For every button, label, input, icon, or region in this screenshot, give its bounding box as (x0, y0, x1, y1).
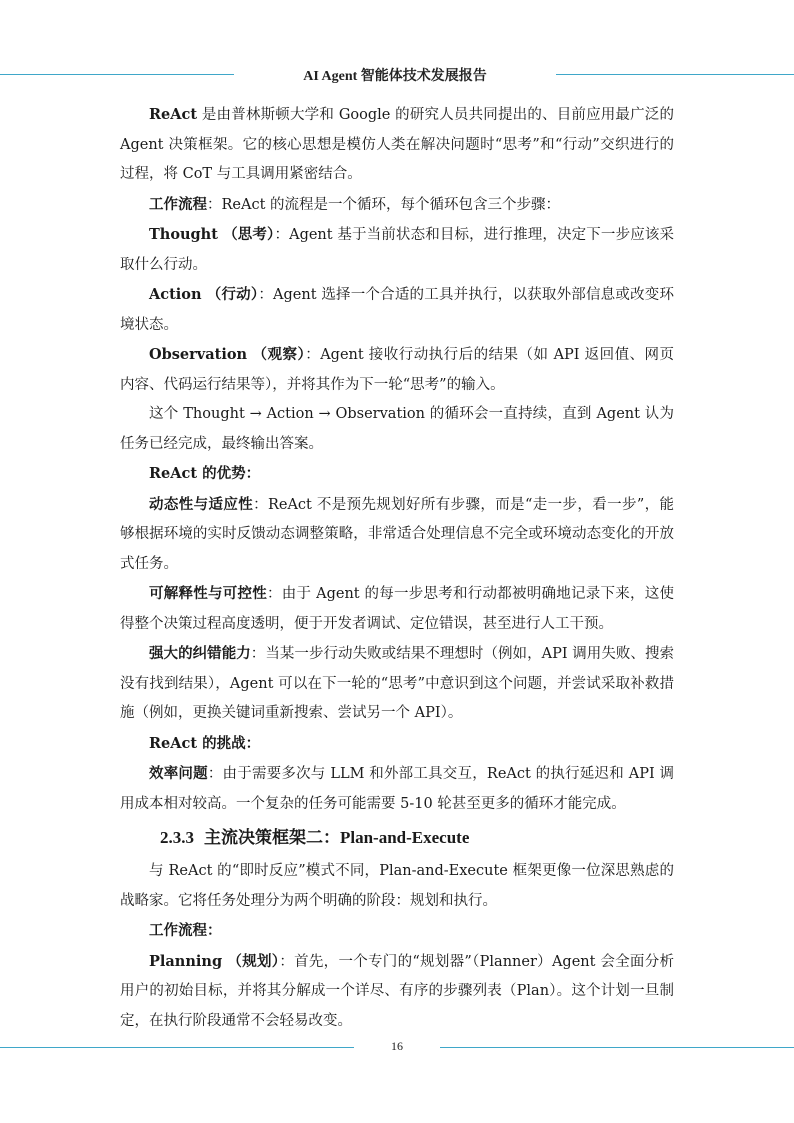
paragraph: Planning （规划）：首先，一个专门的“规划器”（Planner）Agent 会全面分析用户的初始目标，并将其分解成一个详尽、有序的步骤列表（Plan）。这个计划一旦制定，在执行阶段通常不会轻易改变。 (120, 952, 674, 1029)
footer-rule-right (440, 1047, 794, 1048)
section-title: 主流决策框架二：Plan-and-Execute (204, 828, 470, 847)
paragraph: 强大的纠错能力：当某一步行动失败或结果不理想时（例如，API 调用失败、搜索没有找到结果），Agent 可以在下一轮的“思考”中意识到这个问题，并尝试采取补救措施（例如，更换关键词重新搜索、尝试另一个 API）。 (120, 645, 675, 721)
running-header: AI Agent 智能体技术发展报告 (303, 69, 487, 84)
page-body (120, 100, 674, 1036)
paragraph: 动态性与适应性：ReAct 不是预先规划好所有步骤，而是“走一步，看一步”，能够根据环境的实时反馈动态调整策略，非常适合处理信息不完全或环境动态变化的开放式任务。 (120, 495, 674, 572)
section-heading (120, 819, 674, 857)
footer-rule-left (0, 1047, 354, 1048)
header-rule-left (0, 74, 234, 75)
paragraph: 工作流程：ReAct 的流程是一个循环，每个循环包含三个步骤： (149, 195, 561, 213)
paragraph: 这个 Thought → Action → Observation 的循环会一直持续，直到 Agent 认为任务已经完成，最终输出答案。 (120, 406, 674, 452)
page-number: 16 (391, 1039, 403, 1053)
paragraph: ReAct 是由普林斯顿大学和 Google 的研究人员共同提出的、目前应用最广泛的 Agent 决策框架。它的核心思想是模仿人类在解决问题时“思考”和“行动”交织进行的过程，将 CoT 与工具调用紧密结合。 (120, 106, 674, 182)
section-number: 2.3.3 (160, 828, 194, 847)
paragraph: Observation （观察）：Agent 接收行动执行后的结果（如 API 返回值、网页内容、代码运行结果等），并将其作为下一轮“思考”的输入。 (120, 346, 674, 393)
header-rule-right (556, 74, 794, 75)
paragraph: 可解释性与可控性：由于 Agent 的每一步思考和行动都被明确地记录下来，这使得整个决策过程高度透明，便于开发者调试、定位错误，甚至进行人工干预。 (120, 585, 675, 632)
paragraph: 效率问题：由于需要多次与 LLM 和外部工具交互，ReAct 的执行延迟和 API 调用成本相对较高。一个复杂的任务可能需要 5-10 轮甚至更多的循环才能完成。 (120, 765, 674, 812)
paragraph: Thought （思考）：Agent 基于当前状态和目标，进行推理，决定下一步应该采取什么行动。 (120, 226, 674, 273)
paragraph: 工作流程： (149, 922, 222, 939)
paragraph: ReAct 的挑战： (149, 734, 261, 752)
paragraph: ReAct 的优势： (149, 465, 261, 482)
paragraph: 与 ReAct 的“即时反应”模式不同，Plan-and-Execute 框架更像一位深思熟虑的战略家。它将任务处理分为两个明确的阶段：规划和执行。 (120, 863, 674, 909)
paragraph: Action （行动）：Agent 选择一个合适的工具并执行，以获取外部信息或改变环境状态。 (120, 286, 674, 333)
